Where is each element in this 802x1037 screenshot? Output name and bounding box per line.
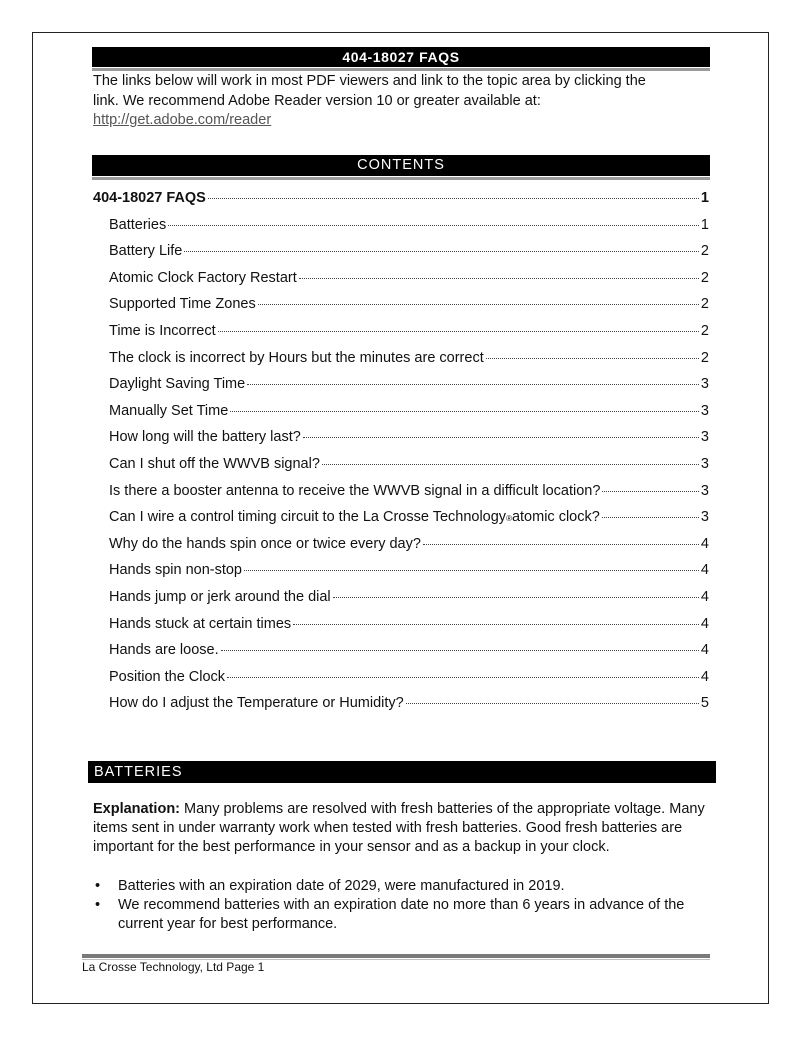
toc-dot-leader — [208, 198, 699, 199]
document-title: 404-18027 FAQS — [92, 47, 710, 67]
toc-entry[interactable] — [93, 350, 709, 377]
toc-entry[interactable] — [93, 536, 709, 563]
toc-entry-label: Position the Clock — [109, 668, 226, 685]
toc-dot-leader — [258, 304, 699, 305]
toc-page-number: 2 — [700, 269, 709, 286]
toc-entry[interactable] — [93, 562, 709, 589]
toc-entry[interactable] — [93, 190, 709, 217]
intro-line-2: link. We recommend Adobe Reader version 10 or greater available at: — [93, 92, 541, 109]
toc-page-number: 3 — [700, 402, 709, 419]
toc-dot-leader — [168, 225, 699, 226]
toc-page-number: 3 — [700, 376, 709, 393]
toc-dot-leader — [322, 464, 699, 465]
contents-underline — [92, 177, 710, 180]
toc-page-number: 3 — [700, 429, 709, 446]
toc-entry[interactable] — [93, 616, 709, 643]
toc-entry-label-tail: atomic clock? — [511, 509, 600, 526]
batteries-explanation — [93, 800, 713, 857]
toc-dot-leader — [227, 677, 699, 678]
toc-dot-leader — [486, 358, 699, 359]
toc-entry-label: Battery Life — [109, 243, 183, 260]
toc-entry[interactable] — [93, 217, 709, 244]
toc-entry-label: How do I adjust the Temperature or Humidity? — [109, 695, 404, 712]
registered-mark: ® — [506, 514, 512, 524]
toc-entry-label: Atomic Clock Factory Restart — [109, 269, 297, 286]
toc-dot-leader — [293, 624, 699, 625]
toc-entry-label: Time is Incorrect — [109, 322, 216, 339]
bullet-text: We recommend batteries with an expiration date no more than 6 years in advance of the current year for best performance. — [118, 897, 685, 932]
toc-entry-label: Hands jump or jerk around the dial — [109, 588, 331, 605]
toc-page-number: 2 — [700, 243, 709, 260]
toc-dot-leader — [333, 597, 699, 598]
toc-dot-leader — [423, 544, 699, 545]
toc-page-number: 2 — [700, 296, 709, 313]
toc-dot-leader — [244, 570, 699, 571]
toc-page-number: 3 — [700, 509, 709, 526]
intro-paragraph — [93, 72, 703, 131]
toc-dot-leader — [221, 650, 699, 651]
toc-page-number: 3 — [700, 455, 709, 472]
toc-page-number: 5 — [700, 695, 709, 712]
toc-entry-label: Batteries — [109, 216, 167, 233]
toc-entry-label: Hands stuck at certain times — [109, 615, 292, 632]
toc-entry-label: Manually Set Time — [109, 402, 229, 419]
footer-rule — [82, 954, 710, 958]
toc-entry[interactable] — [93, 403, 709, 430]
toc-entry[interactable] — [93, 509, 709, 536]
toc-dot-leader — [184, 251, 699, 252]
bullet-icon: • — [95, 897, 101, 913]
toc-page-number: 4 — [700, 668, 709, 685]
intro-line-1: The links below will work in most PDF viewers and link to the topic area by clicking the — [93, 73, 646, 89]
toc-entry[interactable] — [93, 695, 709, 722]
toc-entry-label: Can I wire a control timing circuit to the La Crosse Technology — [109, 509, 507, 526]
toc-entry[interactable] — [93, 296, 709, 323]
toc-dot-leader — [303, 437, 699, 438]
toc-entry-label: How long will the battery last? — [109, 429, 301, 446]
toc-dot-leader — [230, 411, 699, 412]
toc-page-number: 1 — [700, 190, 709, 206]
batteries-bullet-list — [93, 877, 713, 934]
toc-entry-label: Supported Time Zones — [109, 296, 256, 313]
toc-dot-leader — [218, 331, 699, 332]
contents-heading: CONTENTS — [92, 155, 710, 176]
toc-page-number: 4 — [700, 615, 709, 632]
toc-entry[interactable] — [93, 376, 709, 403]
toc-entry-label: Daylight Saving Time — [109, 376, 246, 393]
toc-entry[interactable] — [93, 669, 709, 696]
toc-entry-label: The clock is incorrect by Hours but the minutes are correct — [109, 349, 484, 366]
toc-page-number: 1 — [700, 216, 709, 233]
explanation-text: Many problems are resolved with fresh batteries of the appropriate voltage. Many items sent in under warranty work when tested with fresh batteries. Good fresh batteries are important for the best performance in your sensor and as a backup in your clock. — [93, 801, 705, 855]
toc-page-number: 4 — [700, 562, 709, 579]
toc-page-number: 4 — [700, 588, 709, 605]
list-item — [93, 877, 713, 896]
bullet-icon: • — [95, 878, 101, 894]
toc-page-number: 2 — [700, 322, 709, 339]
table-of-contents — [93, 190, 709, 722]
toc-entry-label: Can I shut off the WWVB signal? — [109, 455, 320, 472]
toc-entry[interactable] — [93, 642, 709, 669]
toc-page-number: 4 — [700, 535, 709, 552]
toc-entry[interactable] — [93, 270, 709, 297]
toc-page-number: 2 — [700, 349, 709, 366]
batteries-heading: BATTERIES — [88, 761, 716, 783]
toc-entry[interactable] — [93, 323, 709, 350]
toc-entry[interactable] — [93, 589, 709, 616]
toc-page-number: 4 — [700, 642, 709, 659]
adobe-reader-link[interactable]: http://get.adobe.com/reader — [93, 112, 272, 128]
toc-entry[interactable] — [93, 429, 709, 456]
toc-entry-label: 404-18027 FAQS — [93, 190, 206, 206]
title-underline — [92, 68, 710, 71]
toc-entry-label: Hands are loose. — [109, 642, 219, 659]
toc-entry[interactable] — [93, 456, 709, 483]
toc-entry-label: Why do the hands spin once or twice every day? — [109, 535, 421, 552]
toc-entry-label: Hands spin non-stop — [109, 562, 242, 579]
toc-dot-leader — [406, 703, 699, 704]
toc-entry[interactable] — [93, 483, 709, 510]
bullet-text: Batteries with an expiration date of 2029, were manufactured in 2019. — [118, 878, 565, 894]
toc-dot-leader — [602, 491, 699, 492]
toc-entry-label: Is there a booster antenna to receive the WWVB signal in a difficult location? — [109, 482, 601, 499]
toc-dot-leader — [299, 278, 699, 279]
toc-entry[interactable] — [93, 243, 709, 270]
explanation-lead: Explanation: — [93, 801, 181, 817]
list-item — [93, 896, 713, 934]
page-footer: La Crosse Technology, Ltd Page 1 — [82, 960, 265, 974]
toc-dot-leader — [247, 384, 699, 385]
toc-dot-leader — [602, 517, 699, 518]
toc-page-number: 3 — [700, 482, 709, 499]
